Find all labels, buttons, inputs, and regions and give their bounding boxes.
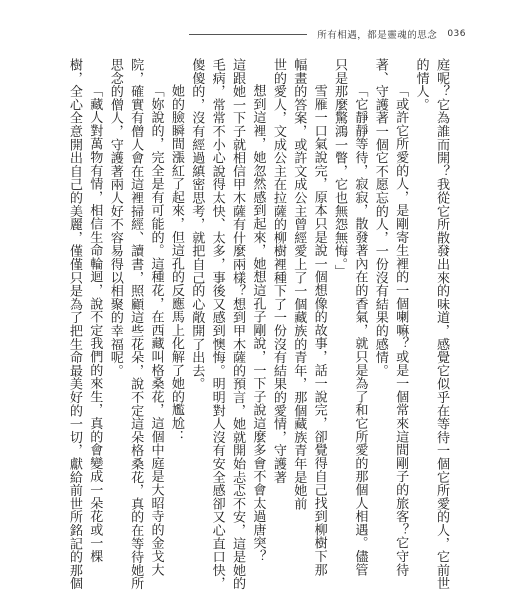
text-column: 「或許它所愛的人，是剛寄生裡的一個喇嘛？或是一個常來這間剛子的旅客？它守待 xyxy=(393,84,409,577)
text-column: 雪雁一口氣說完，原本只是說一個想像的故事，話一說完，卻覺得自己找到柳樹下那 xyxy=(311,84,327,577)
vertical-text-block xyxy=(66,58,449,590)
text-column: 幅畫的答案，或許文成公主曾經愛上了一個藏族的青年，那個藏族青年是她前 xyxy=(291,58,307,511)
page-number: 036 xyxy=(447,29,466,39)
text-column: 樹，全心全意開出自己的美麗，僅僅只是為了把生命最美好的一切，獻給前世所銘記的那個 xyxy=(66,58,82,590)
text-column: 世的愛人，文成公主在拉薩的柳樹裡種下了一份沒有結果的愛情，守護著 xyxy=(270,58,286,484)
text-column: 著、守護著一個它不愿忘的人，一份沒有結果的感情。 xyxy=(372,58,388,378)
text-column: 「妳說的，完全是有可能的。這種花，在西藏叫格桑花，這個中庭是大昭寺的金戈大 xyxy=(148,84,164,577)
text-column: 的情人。 xyxy=(413,58,429,112)
running-head xyxy=(189,27,466,41)
chapter-title: 所有相遇，都是靈魂的思念 xyxy=(317,30,438,41)
text-column: 想到這裡，她忽然感到起來，她想這孔子剛說，一下子說這麼多會不會太過唐突？ xyxy=(250,84,266,563)
text-column: 「藏人對萬物有情，相信生命輪迴，說不定我們的來生，真的會變成一朵花或一棵 xyxy=(87,84,103,563)
text-column: 院，確實有僧人會在這裡掃經、讀書，照顧這些花朵，說不定這朵格桑花，真的在等待她所 xyxy=(128,58,144,590)
text-column: 她的臉瞬間漲紅了起來，但這孔的反應馬上化解了她的尷尬： xyxy=(168,84,184,444)
text-column: 這跟她一下子就相信甲木薩有什麼兩樣？想到甲木薩的預言，她就開始忐忑不安，這是她的 xyxy=(230,58,246,590)
text-column: 庭呢？它為誰而開？我從它所散發出來的味道，感覺它似乎在等待一個它所愛的人，它前世 xyxy=(434,58,449,590)
text-column: 毛病，常常不小心說得太快、太多，事後又感到懊悔。明明對人沒有安全感卻又心直口快， xyxy=(209,58,225,590)
text-column: 只是那麼驚鴻一瞥，它也無怨無悔。」 xyxy=(332,58,348,278)
text-column: 思念的僧人，守護著兩人好不容易得以相聚的幸福呢。 xyxy=(107,58,123,378)
text-column: 「它靜靜等待，寂寂，散發著內在的香氣，就只是為了和它所愛的那個人相遇。儘管 xyxy=(352,84,368,577)
text-column: 傻傻的，沒有經過縝密思考，就把自己的心敞開了出去。 xyxy=(189,58,205,391)
header-rule xyxy=(189,34,307,35)
